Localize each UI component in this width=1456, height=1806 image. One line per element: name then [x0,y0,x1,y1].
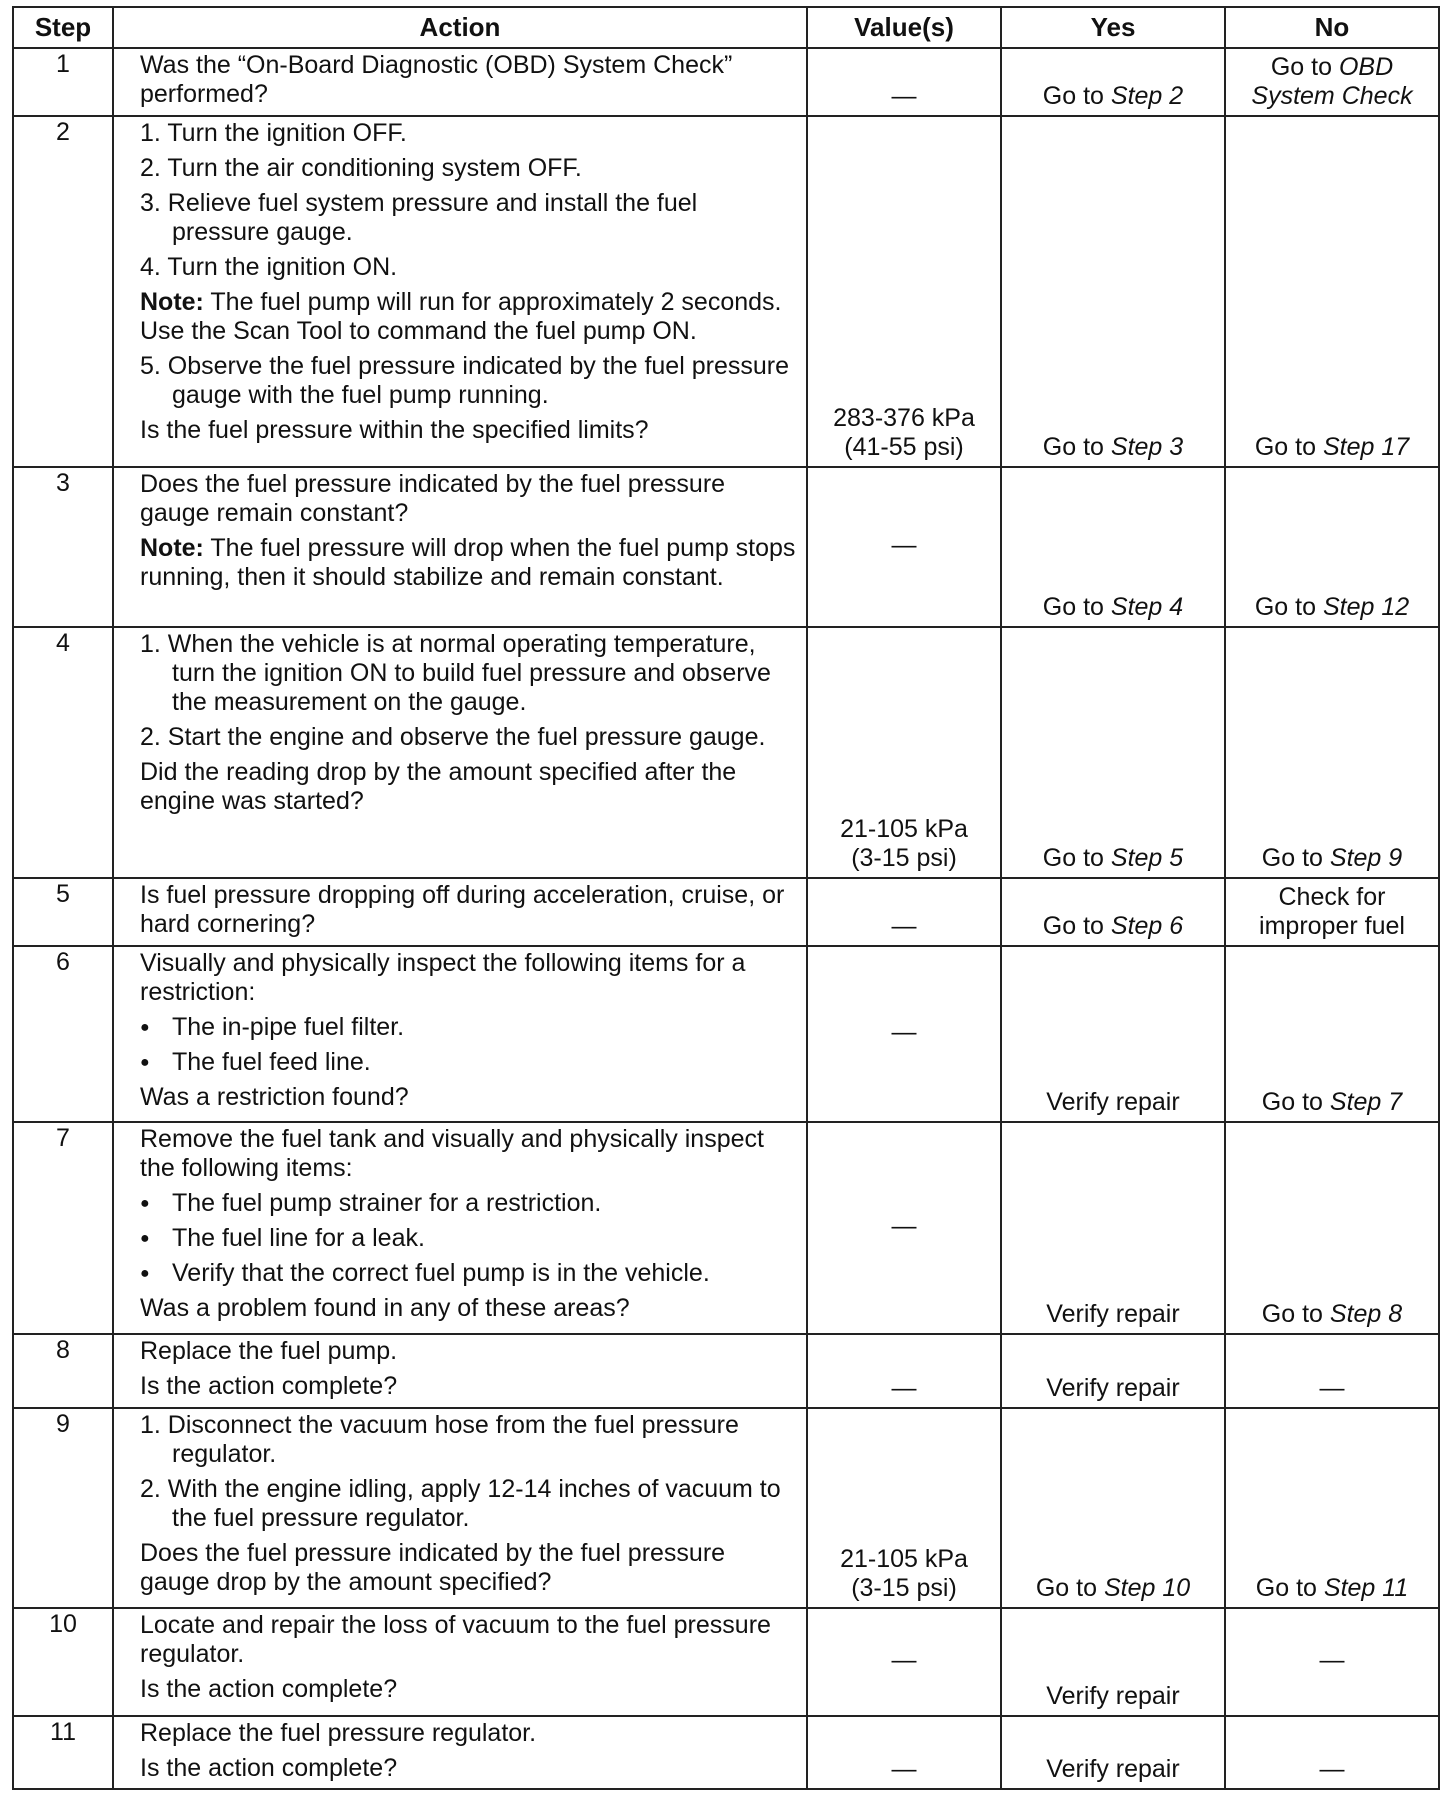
yes-cell [1001,1334,1225,1408]
header-yes: Yes [1001,7,1225,48]
no-cell [1225,1122,1439,1334]
action-cell [113,467,807,627]
action-cell [113,1408,807,1608]
dash: — [891,1755,917,1783]
table-row [13,1122,1439,1334]
action-cell [113,878,807,946]
go-to-label: Go to [1035,1574,1097,1602]
step-number: 2 [13,116,113,467]
action-item: 2. Start the engine and observe the fuel pressure gauge. [140,723,766,751]
no-text: Check for [1278,883,1386,911]
yes-target: Step 10 [1103,1574,1191,1602]
go-to-label: Go to [1042,433,1104,461]
value-cell [807,1408,1001,1608]
dash: — [891,1374,917,1402]
header-row [13,7,1439,48]
question: Is the action complete? [140,1754,398,1782]
value-psi: (3-15 psi) [851,1574,957,1602]
yes-cell [1001,467,1225,627]
value-cell [807,1122,1001,1334]
no-target: Step 12 [1322,593,1410,621]
action-cell [113,48,807,116]
dash: — [891,1212,917,1240]
bullet-item: ● Verify that the correct fuel pump is in the vehicle. [140,1259,796,1288]
dash: — [1319,1755,1345,1783]
value-cell [807,1608,1001,1716]
action-intro: Remove the fuel tank and visually and physically inspect the following items: [140,1125,764,1182]
no-target: OBD System Check [1251,53,1413,110]
action-item: 1. When the vehicle is at normal operating temperature, turn the ignition ON to build fuel pressure and observe the measurement on the gauge. [140,630,771,716]
yes-text: Verify repair [1046,1682,1180,1710]
no-cell [1225,627,1439,878]
header-step: Step [13,7,113,48]
table-row [13,1716,1439,1789]
no-cell [1225,1408,1439,1608]
action-text: Replace the fuel pressure regulator. [140,1719,537,1747]
dash: — [891,82,917,110]
table-row [13,946,1439,1122]
value-kpa: 283-376 kPa [833,404,975,432]
step-number: 7 [13,1122,113,1334]
value-cell [807,878,1001,946]
bullet-item: ● The in-pipe fuel filter. [140,1013,796,1042]
no-cell [1225,48,1439,116]
value-cell [807,1334,1001,1408]
go-to-label: Go to [1042,82,1104,110]
value-cell [807,1716,1001,1789]
dash: — [1319,1374,1345,1402]
go-to-label: Go to [1261,1088,1323,1116]
question: Is fuel pressure dropping off during acceleration, cruise, or hard cornering? [140,881,785,938]
yes-cell [1001,1408,1225,1608]
table-row [13,48,1439,116]
step-number: 9 [13,1408,113,1608]
no-target: Step 9 [1329,844,1403,872]
action-text: Was the “On-Board Diagnostic (OBD) System Check” performed? [140,51,733,108]
yes-text: Verify repair [1046,1755,1180,1783]
action-item: 3. Relieve fuel system pressure and install the fuel pressure gauge. [140,189,698,246]
no-target: Step 7 [1329,1088,1403,1116]
question: Did the reading drop by the amount specified after the engine was started? [140,758,737,815]
value-cell [807,48,1001,116]
no-cell [1225,1334,1439,1408]
value-psi: (41-55 psi) [844,433,964,461]
yes-text: Verify repair [1046,1088,1180,1116]
step-number: 1 [13,48,113,116]
go-to-label: Go to [1261,1300,1323,1328]
note [140,534,796,592]
yes-cell [1001,1122,1225,1334]
header-value: Value(s) [807,7,1001,48]
yes-cell [1001,1716,1225,1789]
note-label: Note: [140,534,204,562]
action-cell [113,1122,807,1334]
question: Is the action complete? [140,1372,398,1400]
table-row [13,467,1439,627]
yes-target: Step 5 [1110,844,1184,872]
header-action: Action [113,7,807,48]
go-to-label: Go to [1042,844,1104,872]
go-to-label: Go to [1255,1574,1317,1602]
no-cell [1225,1608,1439,1716]
step-number: 10 [13,1608,113,1716]
no-cell [1225,467,1439,627]
note-text: The fuel pressure will drop when the fuel pump stops running, then it should stabilize and remain constant. [140,534,796,591]
yes-cell [1001,48,1225,116]
step-number: 3 [13,467,113,627]
action-text: Locate and repair the loss of vacuum to the fuel pressure regulator. [140,1611,771,1668]
table-row [13,116,1439,467]
action-cell [113,1716,807,1789]
no-target: Step 17 [1322,433,1410,461]
yes-cell [1001,116,1225,467]
bullet-item: ● The fuel feed line. [140,1048,796,1077]
step-number: 6 [13,946,113,1122]
yes-cell [1001,1608,1225,1716]
dash: — [891,1018,917,1046]
action-item: 1. Turn the ignition OFF. [140,119,407,147]
no-text: improper fuel [1259,912,1405,940]
value-kpa: 21-105 kPa [840,815,968,843]
action-cell [113,627,807,878]
no-cell [1225,878,1439,946]
action-cell [113,1334,807,1408]
note-text: The fuel pump will run for approximately 2 seconds. Use the Scan Tool to command the fuel pump ON. [140,288,782,345]
question: Does the fuel pressure indicated by the fuel pressure gauge drop by the amount specified? [140,1539,726,1596]
header-no: No [1225,7,1439,48]
question: Was a problem found in any of these areas? [140,1294,630,1322]
yes-cell [1001,878,1225,946]
no-cell [1225,116,1439,467]
value-cell [807,627,1001,878]
go-to-label: Go to [1261,844,1323,872]
yes-cell [1001,627,1225,878]
table-row [13,1408,1439,1608]
dash: — [891,912,917,940]
yes-target: Step 2 [1110,82,1184,110]
no-cell [1225,1716,1439,1789]
table-row [13,627,1439,878]
yes-text: Verify repair [1046,1374,1180,1402]
table-row [13,1334,1439,1408]
yes-cell [1001,946,1225,1122]
note [140,288,796,346]
go-to-label: Go to [1254,593,1316,621]
yes-target: Step 4 [1110,593,1184,621]
note-label: Note: [140,288,204,316]
action-item: 5. Observe the fuel pressure indicated by the fuel pressure gauge with the fuel pump running. [140,352,789,409]
question: Was a restriction found? [140,1083,409,1111]
step-number: 4 [13,627,113,878]
action-item: 2. Turn the air conditioning system OFF. [140,154,582,182]
action-cell [113,1608,807,1716]
action-cell [113,116,807,467]
action-item: 4. Turn the ignition ON. [140,253,398,281]
table-row [13,1608,1439,1716]
action-item: 2. With the engine idling, apply 12-14 inches of vacuum to the fuel pressure regulator. [140,1475,781,1532]
value-kpa: 21-105 kPa [840,1545,968,1573]
question: Is the action complete? [140,1675,398,1703]
step-number: 8 [13,1334,113,1408]
dash: — [891,1646,917,1674]
no-target: Step 8 [1329,1300,1403,1328]
value-psi: (3-15 psi) [851,844,957,872]
step-number: 11 [13,1716,113,1789]
yes-text: Verify repair [1046,1300,1180,1328]
bullet-item: ● The fuel pump strainer for a restriction. [140,1189,796,1218]
yes-target: Step 3 [1110,433,1184,461]
go-to-label: Go to [1042,593,1104,621]
no-cell [1225,946,1439,1122]
table-row [13,878,1439,946]
no-target: Step 11 [1323,1574,1409,1602]
question: Does the fuel pressure indicated by the fuel pressure gauge remain constant? [140,470,726,527]
action-item: 1. Disconnect the vacuum hose from the fuel pressure regulator. [140,1411,739,1468]
value-cell [807,467,1001,627]
question: Is the fuel pressure within the specified limits? [140,416,649,444]
value-cell [807,946,1001,1122]
go-to-label: Go to [1270,53,1332,81]
action-cell [113,946,807,1122]
go-to-label: Go to [1042,912,1104,940]
go-to-label: Go to [1254,433,1316,461]
step-number: 5 [13,878,113,946]
bullet-item: ● The fuel line for a leak. [140,1224,796,1253]
action-intro: Visually and physically inspect the following items for a restriction: [140,949,746,1006]
action-text: Replace the fuel pump. [140,1337,398,1365]
yes-target: Step 6 [1110,912,1184,940]
value-cell [807,116,1001,467]
dash: — [1319,1646,1345,1674]
diagnostic-table [12,6,1440,1790]
dash: — [891,531,917,559]
